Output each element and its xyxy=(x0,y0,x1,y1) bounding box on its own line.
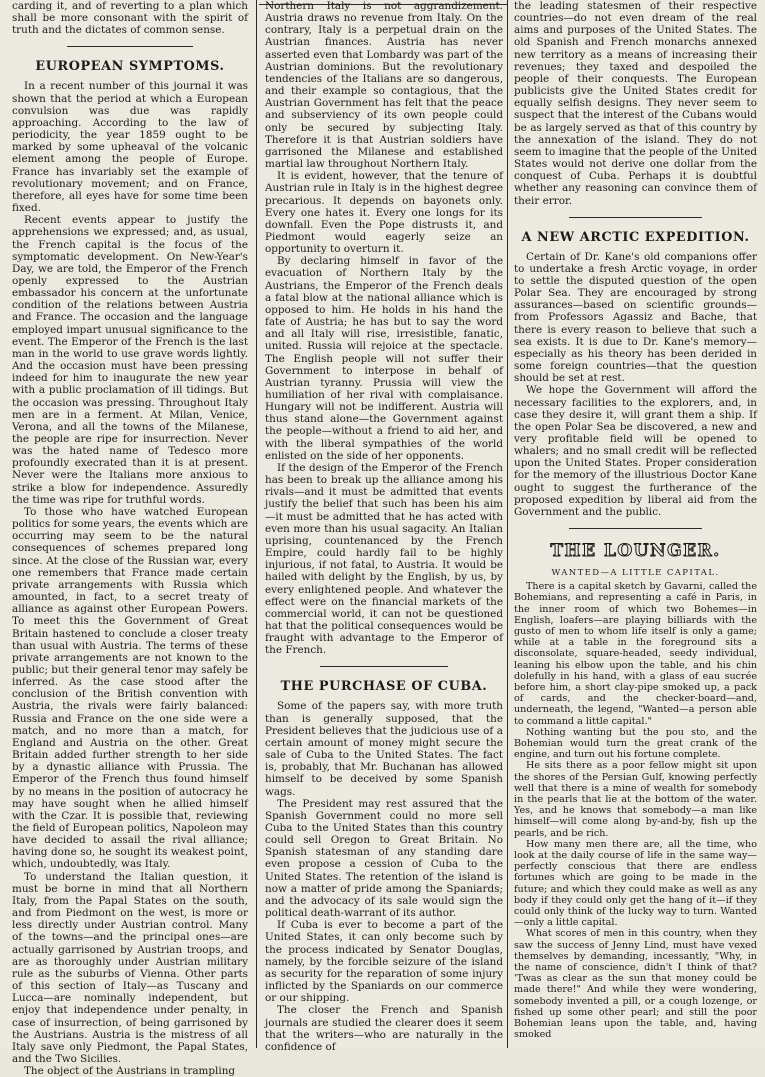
article-paragraph: carding it, and of reverting to a plan which shall be more consonant with the spirit of truth and the dictates of common sense. xyxy=(12,0,248,37)
article-paragraph: We hope the Government will afford the necessary facilities to the explorers, and, in case they desire it, will grant them a ship. If the open Polar Sea be discovered, a new and very profitable field will be opened to whalers; and no small credit will be reflected upon the United States. Proper consideration for the memory of the illustrious Doctor Kane ought to suggest the furtherance of the proposed expedition by liberal aid from the Government and the public. xyxy=(514,384,757,518)
article-paragraph: Northern Italy is not aggrandizement. Austria draws no revenue from Italy. On the contrary, Italy is a perpetual drain on the Austrian finances. Austria has never asserted even that Lombardy was part of the Austrian dominions. But the revolutionary tendencies of the Italians are so dangerous, and their example so contagious, that the Austrian Government has felt that the peace and subserviency of its own people could only be secured by subjecting Italy. Therefore it is that Austrian soldiers have garrisoned the Milanese and established martial law throughout Northern Italy. xyxy=(265,0,503,171)
section-separator xyxy=(67,46,193,47)
article-paragraph: To those who have watched European politics for some years, the events which are occurring may seem to be the natural consequences of schemes prepared long since. At the close of the Russian war, every one remembers that France made certain private arrangements with Russia which amounted, in fact, to a secret treaty of alliance as against other European Powers. To meet this the Government of Great Britain hastened to conclude a closer treaty than usual with Austria. The terms of these private arrangements are not known to the public; but their general tenor may safely be inferred. As the case stood after the conclusion of the British convention with Austria, the rivals were fairly balanced: Russia and France on the one side were a match, and no more than a match, for England and Austria on the other. Great Britain added further strength to her side by a dynastic alliance with Prussia. The Emperor of the French thus found himself by no means in the position of autocracy he may have sought when he allied himself with the Czar. It is possible that, reviewing the field of European politics, Napoleon may have decided to assail the rival alliance; having done so, he sought its weakest point, which, undoubtedly, was Italy. xyxy=(12,505,248,871)
article-paragraph: the leading statesmen of their respective countries—do not even dream of the real aims and purposes of the United States. The old Spanish and French monarchs annexed new territory as a means of increasing their revenues; they taxed and despoiled the people of their conquests. The European publicists give the United States credit for equally selfish designs. They never seem to suspect that the interest of the Cubans would be as largely served as that of this country by the annexation of the island. They do not seem to imagine that the people of the United States would not derive one dollar from the conquest of Cuba. Perhaps it is doubtful whether any reasoning can convince them of their error. xyxy=(514,0,757,207)
article-paragraph: The President may rest assured that the Spanish Government could no more sell Cuba to the United States than this country could sell Oregon to Great Britain. No Spanish statesman of any standing dare even propose a cession of Cuba to the United States. The retention of the island is now a matter of pride among the Spaniards; and the advocacy of its sale would sign the political death-warrant of its author. xyxy=(265,797,503,920)
article-paragraph: By declaring himself in favor of the evacuation of Northern Italy by the Austrians, the Emperor of the French deals a fatal blow at the national alliance which is opposed to him. He holds in his hand the fate of Austria; he has but to say the word and all Italy will rise, irresistible, fanatic, united. Russia will rejoice at the spectacle. The English people will not suffer their Government to interpose in behalf of Austrian tyranny. Prussia will view the humiliation of her rival with complaisance. Hungary will not be indifferent. Austria will thus stand alone—the Government against the people—without a friend to aid her, and with the liberal sympathies of the world enlisted on the side of her opponents. xyxy=(265,255,503,462)
section-separator xyxy=(320,666,448,667)
column-3 xyxy=(514,0,757,1048)
column-rule-right xyxy=(507,0,508,1048)
section-separator xyxy=(569,217,702,218)
article-heading: A NEW ARCTIC EXPEDITION. xyxy=(521,229,750,245)
article-heading: EUROPEAN SYMPTOMS. xyxy=(35,59,225,75)
article-paragraph: Some of the papers say, with more truth than is generally supposed, that the President believes that the judicious use of a certain amount of money might secure the sale of Cuba to the United States. The fact is, probably, that Mr. Buchanan has allowed himself to be deceived by some Spanish wags. xyxy=(265,700,503,798)
article-paragraph: The object of the Austrians in trampling xyxy=(24,1065,236,1077)
article-paragraph: To understand the Italian question, it must be borne in mind that all Northern Italy, from the Papal States on the south, and from Piedmont on the west, is more or less directly under Austrian control. Many of the towns—and the principal ones—are actually garrisoned by Austrian troops, and are as thoroughly under Austrian military rule as the suburbs of Vienna. Other parts of this section of Italy—as Tuscany and Lucca—are nominally independent, but enjoy that independence under penalty, in case of insurrection, of being garrisoned by the Austrians. Austria is the mistress of all Italy save only Piedmont, the Papal States, and the Two Sicilies. xyxy=(12,870,248,1065)
article-paragraph: The closer the French and Spanish journals are studied the clearer does it seem that the writers—who are naturally in the confidence of xyxy=(265,1004,503,1053)
lounger-paragraph: There is a capital sketch by Gavarni, called the Bohemians, and representing a café in Paris, in the inner room of which two Bohemes—in English, loafers—are playing billiards with the gusto of men to whom life itself is only a game; while at a table in the foreground sits a disconsolate, square-headed, seedy individual, leaning his elbow upon the table, and his chin dolefully in his hand, with a glass of eau sucrée before him, a short clay-pipe smoked up, a pack of cards, and the checker-board—and, underneath, the legend, "Wanted—a person able to command a little capital." xyxy=(514,581,757,727)
section-separator xyxy=(569,528,702,529)
article-heading: THE PURCHASE OF CUBA. xyxy=(280,679,488,695)
article-paragraph: Recent events appear to justify the apprehensions we expressed; and, as usual, the French capital is the focus of the symptomatic development. On New-Year's Day, we are told, the Emperor of the French openly expressed to the Austrian embassador his concern at the unfortunate condition of the relations between Austria and France. The occasion and the language employed impart unusual significance to the event. The Emperor of the French is the last man in the world to use grave words lightly. And the occasion must have been pressing indeed for him to inaugurate the new year with a public proclamation of ill tidings. But the occasion was pressing. Throughout Italy men are in a ferment. At Milan, Venice, Verona, and all the towns of the Milanese, the people are ripe for insurrection. Never was the hated name of Tedesco more profoundly execrated than it is at present. Never were the Italians more anxious to strike a blow for independence. Assuredly the time was ripe for truthful words. xyxy=(12,214,248,506)
article-paragraph: If Cuba is ever to become a part of the United States, it can only become such by the process indicated by Senator Douglas, namely, by the forcible seizure of the island as security for the reparation of some injury inflicted by the Spaniards on our commerce or our shipping. xyxy=(265,919,503,1005)
column-rule-left xyxy=(256,0,257,1048)
lounger-paragraph: How many men there are, all the time, who look at the daily course of life in the same way—perfectly conscious that there are endless fortunes which are going to be made in the future; and which they could make as well as any body if they could only get the hang of it—if they could only think of the lucky way to turn. Wanted—only a little capital. xyxy=(514,838,757,929)
column-1 xyxy=(12,0,248,1077)
article-paragraph: It is evident, however, that the tenure of Austrian rule in Italy is in the highest degree precarious. It depends on bayonets only. Every one hates it. Every one longs for its downfall. Even the Pope distrusts it, and Piedmont would eagerly seize an opportunity to overturn it. xyxy=(265,170,503,256)
lounger-masthead: THE LOUNGER. xyxy=(550,541,721,562)
article-paragraph: Certain of Dr. Kane's old companions offer to undertake a fresh Arctic voyage, in order to settle the disputed question of the open Polar Sea. They are encouraged by strong assurances—based on scientific grounds—from Professors Agassiz and Bache, that there is every reason to believe that such a sea exists. It is due to Dr. Kane's memory—especially as his theory has been derided in some foreign countries—that the question should be set at rest. xyxy=(514,250,757,385)
lounger-paragraph: He sits there as a poor fellow might sit upon the shores of the Persian Gulf, knowing perfectly well that there is a mine of wealth for somebody in the pearls that lie at the bottom of the water. Yes, and he knows that somebody—a man like himself—will come along by-and-by, fish up the pearls, and be rich. xyxy=(514,760,757,839)
lounger-paragraph: Nothing wanting but the pou sto, and the Bohemian would turn the great crank of the engine, and turn out his fortune complete. xyxy=(514,726,757,761)
article-subheading: WANTED—A LITTLE CAPITAL. xyxy=(551,568,720,579)
column-2 xyxy=(265,0,503,1053)
article-paragraph: In a recent number of this journal it was shown that the period at which a European convulsion was due was rapidly approaching. According to the law of periodicity, the year 1859 ought to be marked by some upheaval of the volcanic element among the people of Europe. France has invariably set the example of revolutionary movement; and on France, therefore, all eyes have for some time been fixed. xyxy=(12,80,248,215)
lounger-paragraph: What scores of men in this country, when they saw the success of Jenny Lind, must have vexed themselves by demanding, incessantly, "Why, in the name of conscience, didn't I think of that? 'Twas as clear as the sun that money could be made there!" And while they were wondering, somebody invented a pill, or a cough lozenge, or fished up some other pearl; and still the poor Bohemian leans upon the table, and, having smoked xyxy=(514,928,757,1041)
article-paragraph: If the design of the Emperor of the French has been to break up the alliance among his rivals—and it must be admitted that events justify the belief that such has been his aim—it must be admitted that he has acted with even more than his usual sagacity. An Italian uprising, countenanced by the French Empire, could hardly fail to be highly injurious, if not fatal, to Austria. It would be hailed with delight by the English, by us, by every enlightened people. And whatever the effect were on the financial markets of the commercial world, it can not be questioned hat that the political consequences would be fraught with advantage to the Emperor of the French. xyxy=(265,461,503,657)
